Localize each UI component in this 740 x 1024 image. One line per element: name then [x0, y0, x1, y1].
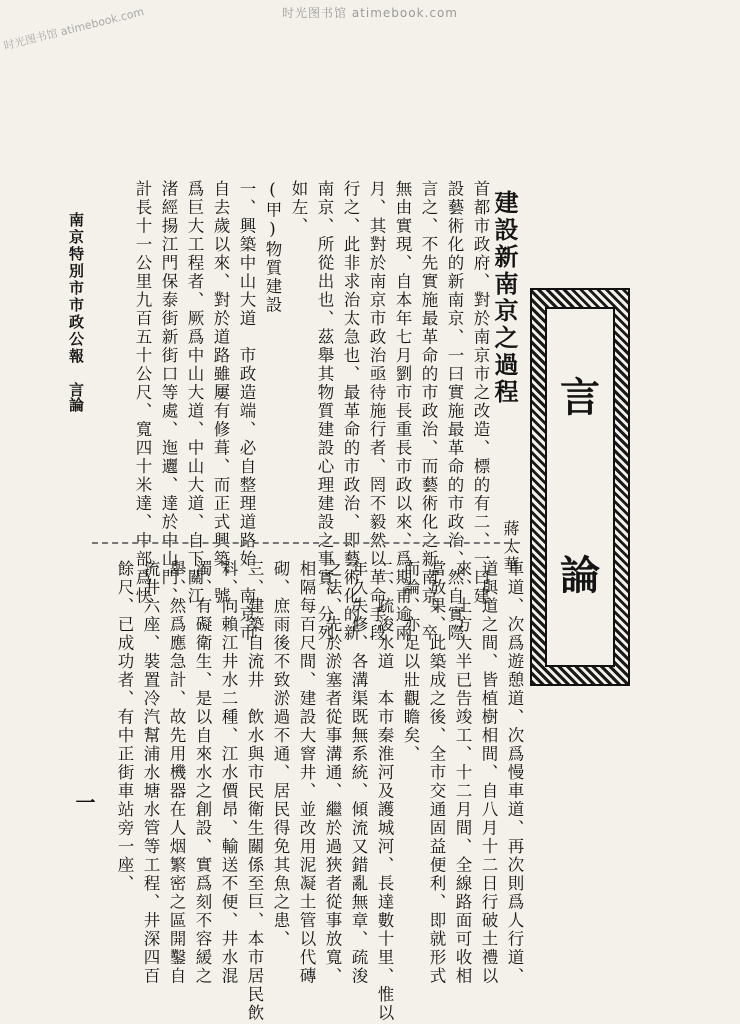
- banner-char-2: 論: [560, 552, 600, 599]
- upper-column: 南京、所從出也、茲舉其物質建設心理建設之事實、分列: [315, 180, 334, 643]
- upper-column: 自去歲以來、對於道路雖屢有修葺、而正式興築、號: [211, 180, 230, 606]
- lower-column: 車道、次爲遊憩道、次爲慢車道、再次則爲人行道、: [505, 560, 524, 986]
- upper-column: 首都市政府、對於南京市之改造、標的有二、一曰建: [471, 180, 490, 606]
- lower-column: 濁、有礙衛生、是以自來水之創設、實爲刻不容緩之: [193, 560, 212, 986]
- lower-column: 砌、庶雨後不致淤過不通、居民得免其魚之患、: [271, 560, 290, 949]
- section-banner-inner: [545, 307, 615, 667]
- lower-column: 二、疏浚水道 本市秦淮河及護城河、長達數十里、惟以: [375, 560, 394, 1023]
- lower-column: 三、建築自流井 飲水與市民衛生關係至巨、本市居民飲: [245, 560, 264, 1023]
- section-divider: [92, 542, 520, 544]
- upper-column: 如左、: [289, 180, 308, 236]
- upper-column: 一、興築中山大道 市政造端、必自整理道路始、南京市: [237, 180, 256, 643]
- lower-column: 相隔每百尺間、建設大窨井、並改用泥凝土管以代磚: [297, 560, 316, 986]
- section-banner: [530, 288, 630, 686]
- upper-column: 渚經揚江門保泰街新街口等處、迤邐、達於中山門、: [159, 180, 178, 606]
- upper-subheading: (甲)物質建設: [263, 180, 282, 315]
- lower-column: 年久失修、各溝渠既無系統、傾流又錯亂無章、疏浚: [349, 560, 368, 986]
- lower-column: 流井六座、裝置冷汽幫浦水塘水管等工程、井深四百: [141, 560, 160, 986]
- banner-char-1: 言: [560, 374, 600, 421]
- upper-column: 月、其對於南京市政治亟待施行者、罔不毅然以革命手段: [367, 180, 386, 643]
- footer-section-label: 言論: [67, 382, 85, 412]
- lower-column: 之法、先於淤塞者從事溝通、繼於過狹者從事放寬、: [323, 560, 342, 986]
- lower-column: 餘尺、已成功者、有中正街車站旁一座、: [115, 560, 134, 893]
- lower-column: 道與道之間、皆植樹相間、自八月十二日行破土禮以: [479, 560, 498, 986]
- upper-column: 行之、此非求治太急也、最革命的市政治、即藝術化的新: [341, 180, 360, 643]
- upper-column: 計長十一公里九百五十公尺、寬四十米達、中部爲快: [133, 180, 152, 606]
- lower-column: 來、土方大半已告竣工、十二月間、全線路面可收相: [453, 560, 472, 986]
- upper-column: 無由實現、自本年七月劉市長重長市政以來、爲期甫逾兩: [393, 180, 412, 643]
- lower-column: 當放果、此築成之後、全市交通固益便利、即就形式: [427, 560, 446, 986]
- watermark-diagonal: 时光图书馆 atimebook.com: [2, 5, 146, 53]
- article-title: 建設新南京之過程: [490, 190, 519, 406]
- lower-column: 舉、然爲應急計、故先用機器在人烟繁密之區開鑿自: [167, 560, 186, 986]
- lower-column: 料、向賴江井水二種、江水價昂、輸送不便、井水混: [219, 560, 238, 986]
- page-number: 一: [72, 792, 96, 812]
- publication-name: 南京特別市市政公報: [67, 212, 85, 365]
- upper-column: 設藝術化的新南京、一曰實施最革命的市政治、然自實際: [445, 180, 464, 643]
- upper-column: 爲巨大工程者、厥爲中山大道、中山大道、自下關江: [185, 180, 204, 606]
- upper-column: 言之、不先實施最革命的市政治、而藝術化之新南京、卒: [419, 180, 438, 643]
- watermark-top: 时光图书馆 atimebook.com: [282, 6, 458, 20]
- lower-column: 而論、亦足以壯觀瞻矣、: [401, 560, 420, 764]
- article-author: 蔣太華: [501, 520, 520, 574]
